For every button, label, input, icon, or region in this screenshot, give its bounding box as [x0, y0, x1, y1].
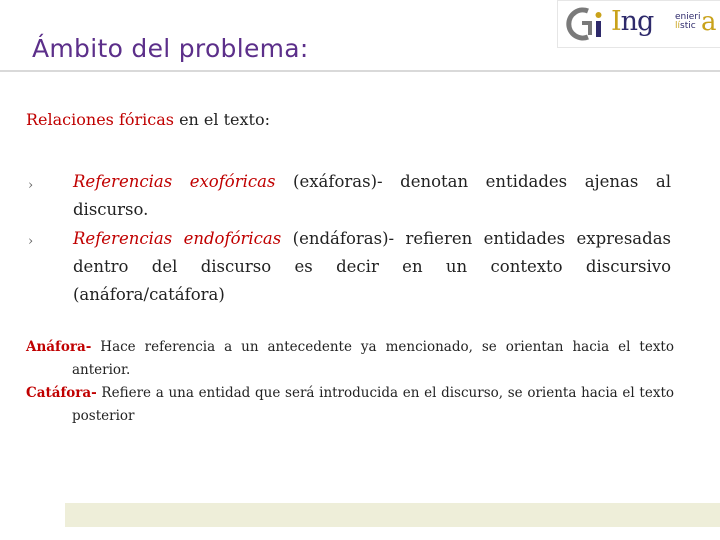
- definition-catafora: [26, 382, 674, 428]
- heading-rest: en el texto:: [173, 110, 270, 129]
- logo-brand-small: enieri lístic: [675, 12, 701, 31]
- logo: [557, 0, 720, 48]
- bullet-item-exoforicas: [73, 168, 671, 224]
- definition-text: Hace referencia a un antecedente ya mencionado, se orientan hacia el texto anterior.: [72, 339, 674, 378]
- logo-emblem-icon: [558, 1, 610, 47]
- logo-brand-text: Ing: [611, 6, 654, 37]
- definition-term: Catáfora-: [26, 385, 97, 401]
- bullet-description: (endáforas)- refieren entidades expresadas dentro del discurso es decir en un contexto discursivo (anáfora/catáfora): [73, 229, 671, 304]
- definition-anafora: [26, 336, 674, 382]
- page-title: Ámbito del problema:: [32, 34, 309, 63]
- title-divider: [0, 70, 720, 72]
- logo-brand-tail: a: [701, 7, 717, 37]
- bullet-description: (exáforas)- denotan entidades ajenas al discurso.: [73, 172, 671, 219]
- bullet-marker: ›: [28, 178, 34, 193]
- bullet-marker: ›: [28, 234, 34, 249]
- section-heading: [26, 110, 270, 129]
- footer-bar: [65, 503, 720, 527]
- definition-text: Refiere a una entidad que será introducida en el discurso, se orienta hacia el texto posterior: [72, 385, 674, 424]
- bullet-term: Referencias endofóricas: [73, 229, 282, 248]
- heading-term: Relaciones fóricas: [26, 110, 174, 129]
- bullet-term: Referencias exofóricas: [73, 172, 276, 191]
- bullet-item-endoforicas: [73, 225, 671, 309]
- definition-term: Anáfora-: [26, 339, 92, 355]
